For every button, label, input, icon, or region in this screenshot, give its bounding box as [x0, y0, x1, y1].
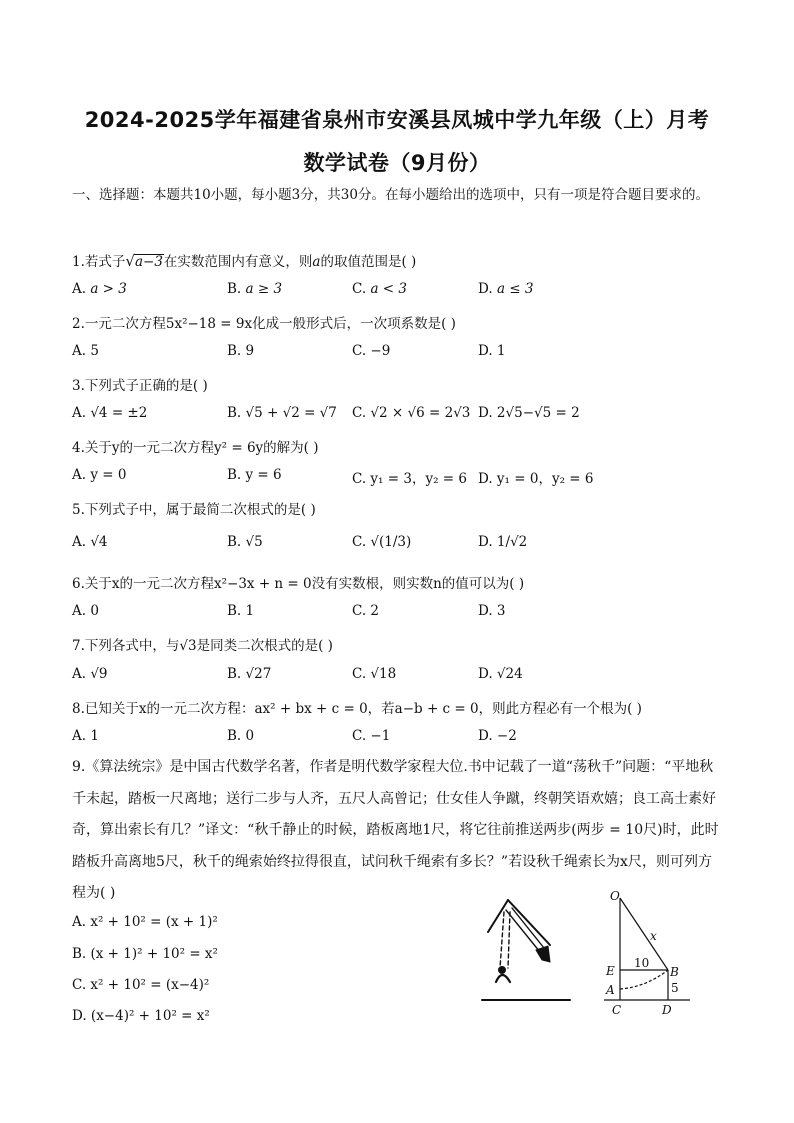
q1-radicand: a−3 [134, 254, 163, 270]
question-9-stem: 9.《算法统宗》是中国古代数学名著，作者是明代数学家程大位.书中记载了一道“荡秋千”问题：“平地秋千未起，踏板一尺离地；送行二步与人齐，五尺人高曾记；仕女佳人争蹴，终朝笑语欢嬉；良工高士素好奇，算出索长有几？”译文：“秋千静止的时候，踏板离地1尺，将它往前推送两步(两步 = 10尺)时，此时踏板升高离地5尺，秋千的绳索始终拉得很直，试问秋千绳索有多长？”若设秋千绳索长为x尺，则可列方程为( ) [72, 759, 719, 901]
section-instructions: 一、选择题：本题共10小题，每小题3分，共30分。在每小题给出的选项中，只有一项是符合题目要求的。 [72, 187, 709, 203]
swing-illustration [478, 890, 574, 1005]
q9-option-b[interactable]: B. (x + 1)² + 10² = x² [72, 946, 218, 962]
q9-option-a[interactable]: A. x² + 10² = (x + 1)² [72, 914, 218, 930]
q2-option-b[interactable]: B. 9 [227, 343, 255, 359]
label-A: A [606, 983, 615, 997]
question-1-stem: 1.若式子√a−3在实数范围内有意义，则a的取值范围是( ) [72, 252, 417, 270]
q5-option-a[interactable]: A. √4 [72, 534, 108, 550]
q6-option-a[interactable]: A. 0 [72, 603, 99, 619]
q2-option-d[interactable]: D. 1 [478, 343, 506, 359]
q7-option-b[interactable]: B. √27 [227, 666, 272, 682]
question-5-stem: 5.下列式子中，属于最简二次根式的是( ) [72, 502, 316, 518]
label-C: C [612, 1003, 622, 1017]
q5-option-b[interactable]: B. √5 [227, 534, 263, 550]
q7-option-d[interactable]: D. √24 [478, 666, 523, 682]
q2-option-a[interactable]: A. 5 [72, 343, 99, 359]
q8-option-d[interactable]: D. −2 [478, 728, 517, 744]
q5-option-c[interactable]: C. √(1/3) [352, 534, 412, 550]
label-B: B [670, 965, 679, 979]
label-D: D [662, 1003, 672, 1017]
q8-option-a[interactable]: A. 1 [72, 728, 99, 744]
label-10: 10 [634, 956, 650, 970]
q7-option-a[interactable]: A. √9 [72, 666, 108, 682]
question-4-stem: 4.关于y的一元二次方程y² = 6y的解为( ) [72, 440, 319, 456]
question-8-stem: 8.已知关于x的一元二次方程：ax² + bx + c = 0，若a−b + c = 0，则此方程必有一个根为( ) [72, 701, 642, 717]
q4-option-a[interactable]: A. y = 0 [72, 467, 127, 483]
label-E: E [606, 964, 615, 978]
q7-option-c[interactable]: C. √18 [352, 666, 397, 682]
q1-var: a [312, 254, 321, 270]
q3-option-c[interactable]: C. √2 × √6 = 2√3 [352, 405, 471, 421]
q3-option-b[interactable]: B. √5 + √2 = √7 [227, 405, 337, 421]
q3-option-a[interactable]: A. √4 = ±2 [72, 405, 148, 421]
question-2-stem: 2.一元二次方程5x²−18 = 9x化成一般形式后，一次项系数是( ) [72, 316, 456, 332]
q4-option-d[interactable]: D. y₁ = 0，y₂ = 6 [478, 471, 594, 487]
q9-option-c[interactable]: C. x² + 10² = (x−4)² [72, 977, 210, 993]
q6-option-b[interactable]: B. 1 [227, 603, 255, 619]
q9-option-d[interactable]: D. (x−4)² + 10² = x² [72, 1008, 210, 1024]
q8-option-b[interactable]: B. 0 [227, 728, 255, 744]
q1-option-b[interactable]: B. a ≥ 3 [227, 281, 283, 297]
q1-option-c[interactable]: C. a < 3 [352, 281, 407, 297]
q6-option-c[interactable]: C. 2 [352, 603, 380, 619]
arc-AB [620, 970, 668, 989]
q1-text-b: 在实数范围内有意义，则 [163, 254, 313, 270]
q4-option-b[interactable]: B. y = 6 [227, 467, 282, 483]
q1-option-d[interactable]: D. a ≤ 3 [478, 281, 534, 297]
q5-option-d[interactable]: D. 1/√2 [478, 534, 528, 550]
q8-option-c[interactable]: C. −1 [352, 728, 391, 744]
exam-title-line2: 数学试卷（9月份） [303, 151, 491, 175]
label-5: 5 [671, 981, 679, 995]
q2-option-c[interactable]: C. −9 [352, 343, 391, 359]
question-7-stem: 7.下列各式中，与√3是同类二次根式的是( ) [72, 638, 333, 654]
q4-option-c[interactable]: C. y₁ = 3，y₂ = 6 [352, 471, 467, 487]
q1-option-a[interactable]: A. a > 3 [72, 281, 127, 297]
q1-text-c: 的取值范围是( ) [320, 254, 417, 270]
label-x: x [650, 929, 657, 943]
q3-option-d[interactable]: D. 2√5−√5 = 2 [478, 405, 580, 421]
question-6-stem: 6.关于x的一元二次方程x²−3x + n = 0没有实数根，则实数n的值可以为( ) [72, 576, 525, 592]
exam-title-line1: 2024-2025学年福建省泉州市安溪县凤城中学九年级（上）月考 [84, 108, 710, 132]
q6-option-d[interactable]: D. 3 [478, 603, 506, 619]
label-O: O [610, 889, 620, 903]
swing-beam-left [488, 900, 508, 932]
question-3-stem: 3.下列式子正确的是( ) [72, 378, 208, 394]
q1-text-a: 1.若式子 [72, 254, 126, 270]
swing-geometry-figure [598, 888, 698, 1018]
